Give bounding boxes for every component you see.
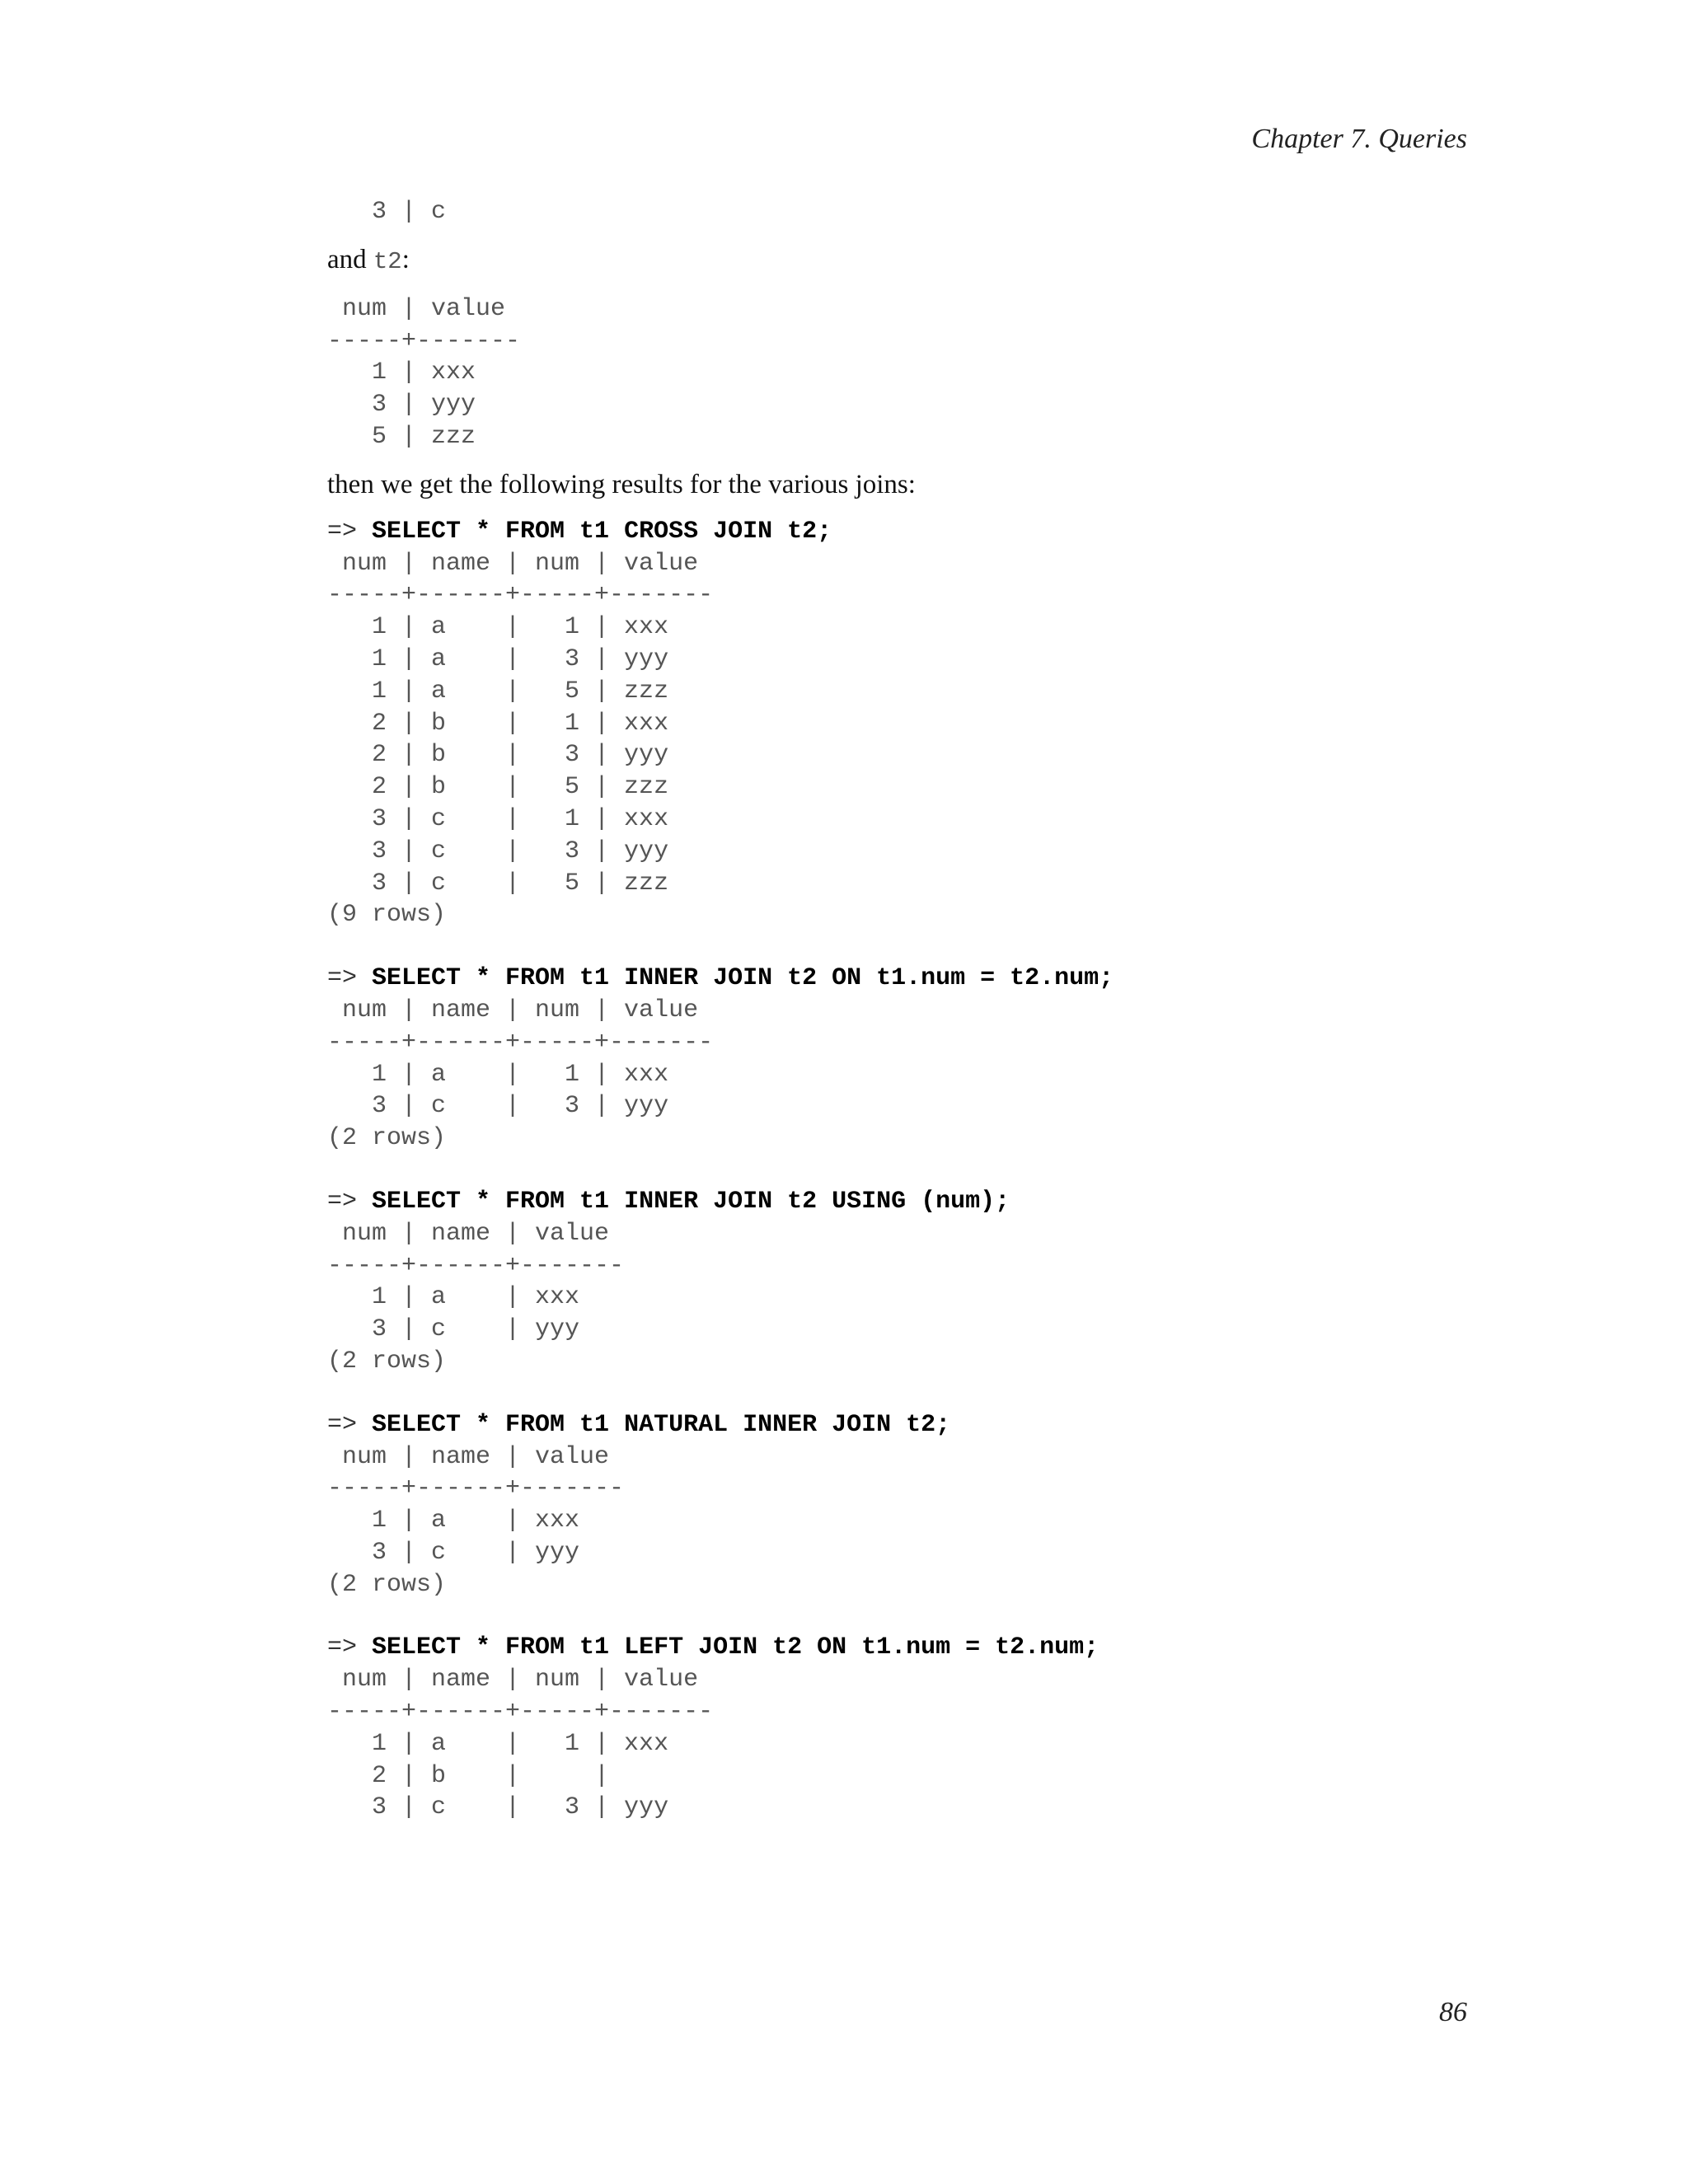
query-line (327, 516, 1481, 548)
psql-prompt: => (327, 517, 373, 546)
psql-prompt: => (327, 1187, 373, 1216)
query-output: num | name | num | value -----+------+-----+------- 1 | a | 1 | xxx 1 | a | 3 | yyy 1 | a | 5 | zzz 2 | b | 1 | xxx 2 | b | 3 | yyy 2 | b | 5 | zzz 3 | c | 1 | xxx 3 | c | 3 | yyy 3 | c | 5 | zzz (9 rows) (327, 549, 714, 930)
query-line (327, 963, 1481, 995)
query-block-inner-join-on (327, 963, 1481, 1155)
page-number: 86 (1439, 1997, 1467, 2027)
results-intro-paragraph: then we get the following results for the various joins: (327, 469, 916, 499)
sql-statement: SELECT * FROM t1 NATURAL INNER JOIN t2; (372, 1410, 951, 1439)
query-line (327, 1409, 1481, 1441)
intro-t2-paragraph (327, 243, 1481, 279)
query-block-left-join (327, 1632, 1481, 1824)
sql-statement: SELECT * FROM t1 INNER JOIN t2 USING (num); (372, 1187, 1010, 1216)
query-output: num | name | value -----+------+------- 1 | a | xxx 3 | c | yyy (2 rows) (327, 1219, 625, 1376)
page-content (327, 196, 1481, 1824)
query-output: num | name | num | value -----+------+-----+------- 1 | a | 1 | xxx 3 | c | 3 | yyy (2 rows) (327, 996, 714, 1153)
psql-prompt: => (327, 1410, 373, 1439)
query-output: num | name | value -----+------+------- 1 | a | xxx 3 | c | yyy (2 rows) (327, 1442, 625, 1599)
query-block-inner-join-using (327, 1186, 1481, 1378)
intro-t2-code: t2 (373, 247, 402, 275)
t1-table-tail: 3 | c (327, 198, 447, 226)
running-header: Chapter 7. Queries (1251, 124, 1467, 154)
query-block-natural-join (327, 1409, 1481, 1601)
psql-prompt: => (327, 1633, 373, 1662)
sql-statement: SELECT * FROM t1 CROSS JOIN t2; (372, 517, 832, 546)
sql-statement: SELECT * FROM t1 LEFT JOIN t2 ON t1.num = t2.num; (372, 1633, 1100, 1662)
query-block-cross-join (327, 516, 1481, 931)
query-line (327, 1632, 1481, 1664)
query-output: num | name | num | value -----+------+-----+------- 1 | a | 1 | xxx 2 | b | | 3 | c | 3 | yyy (327, 1666, 714, 1822)
psql-prompt: => (327, 964, 373, 993)
sql-statement: SELECT * FROM t1 INNER JOIN t2 ON t1.num = t2.num; (372, 964, 1114, 993)
query-line (327, 1186, 1481, 1218)
intro-t2-prefix: and (327, 244, 373, 274)
t2-table: num | value -----+------- 1 | xxx 3 | yyy 5 | zzz (327, 294, 521, 451)
intro-t2-suffix: : (401, 244, 410, 274)
